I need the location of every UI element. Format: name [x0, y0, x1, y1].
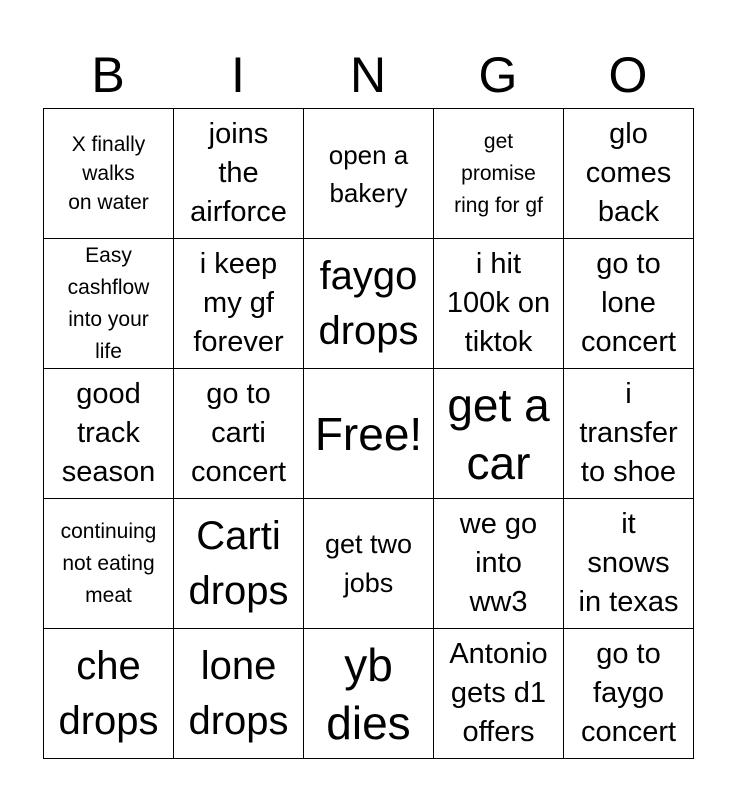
header-letter-b: B — [91, 47, 125, 103]
bingo-cell-text: Carti drops — [188, 513, 289, 613]
bingo-cell-text: go to lone concert — [580, 248, 677, 358]
bingo-cell[interactable] — [43, 628, 173, 758]
bingo-cell-text: open a bakery — [328, 139, 409, 208]
bingo-cell[interactable] — [303, 238, 433, 368]
bingo-cell-text: get promise ring for gf — [454, 129, 543, 217]
bingo-cell[interactable] — [433, 368, 563, 498]
bingo-cell[interactable] — [433, 108, 563, 238]
bingo-cell[interactable] — [433, 238, 563, 368]
bingo-cell[interactable] — [563, 498, 693, 628]
bingo-cell[interactable] — [303, 628, 433, 758]
bingo-cell-text: good track season — [61, 378, 156, 488]
bingo-cell-text: continuing not eating meat — [60, 519, 157, 607]
bingo-cell-text: X finally walks on water — [68, 133, 149, 214]
bingo-cell-text: i keep my gf forever — [193, 248, 284, 358]
bingo-cell-text: get two jobs — [324, 528, 413, 598]
bingo-cell[interactable] — [173, 108, 303, 238]
bingo-cell-text: joins the airforce — [190, 118, 287, 228]
header-letter-n: N — [349, 47, 387, 103]
bingo-cell-text: lone drops — [188, 643, 289, 743]
bingo-cell[interactable] — [43, 368, 173, 498]
bingo-cell[interactable] — [43, 108, 173, 238]
header-letter-g: G — [478, 47, 518, 103]
bingo-cell-text: Antonio gets d1 offers — [449, 638, 548, 748]
header-letter-o: O — [608, 47, 648, 103]
bingo-cell[interactable] — [303, 108, 433, 238]
bingo-cell[interactable] — [563, 238, 693, 368]
header-letter-i: I — [231, 47, 245, 103]
bingo-cell[interactable] — [43, 238, 173, 368]
bingo-cell-text: faygo drops — [318, 253, 419, 353]
bingo-cell[interactable] — [173, 628, 303, 758]
bingo-cell[interactable] — [173, 498, 303, 628]
bingo-cell[interactable] — [303, 498, 433, 628]
bingo-cell-text: go to faygo concert — [580, 638, 677, 748]
bingo-cell[interactable] — [173, 238, 303, 368]
bingo-cell-text: glo comes back — [585, 118, 672, 228]
bingo-cell[interactable] — [303, 368, 433, 498]
bingo-cell-text: it snows in texas — [578, 508, 679, 618]
bingo-header — [43, 45, 693, 105]
bingo-cell[interactable] — [433, 628, 563, 758]
bingo-cell[interactable] — [563, 368, 693, 498]
bingo-cell-text: i hit 100k on tiktok — [446, 248, 551, 358]
bingo-cell[interactable] — [563, 108, 693, 238]
bingo-cell-text: yb dies — [326, 638, 411, 749]
bingo-cell[interactable] — [563, 628, 693, 758]
bingo-cell-text: i transfer to shoe — [579, 378, 678, 488]
bingo-cell[interactable] — [433, 498, 563, 628]
bingo-cell-text: we go into ww3 — [459, 508, 538, 618]
bingo-cell-text: Easy cashflow into your life — [67, 243, 150, 363]
bingo-cell-text: Free! — [314, 407, 423, 460]
bingo-cell-text: go to carti concert — [190, 378, 287, 488]
bingo-cell-text: che drops — [58, 643, 159, 743]
bingo-cell[interactable] — [173, 368, 303, 498]
bingo-cell-text: get a car — [447, 378, 550, 489]
bingo-grid — [43, 108, 694, 759]
bingo-cell[interactable] — [43, 498, 173, 628]
